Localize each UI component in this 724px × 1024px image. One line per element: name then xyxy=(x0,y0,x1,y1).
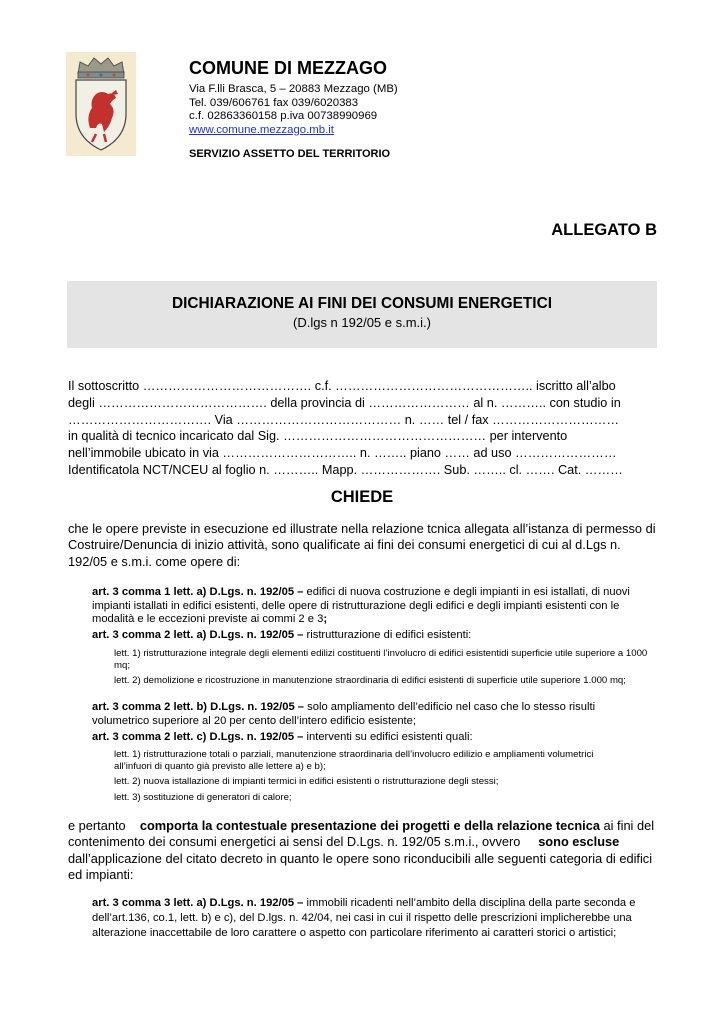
address: Via F.lli Brasca, 5 – 20883 Mezzago (MB) xyxy=(189,83,398,95)
intro-paragraph: che le opere previste in esecuzione ed illustrate nella relazione tcnica allegata all’istanza di permesso di Costruire/Denuncia di inizio attività, sono qualificate ai fini dei consumi energetici di cui al d.Lgs n. 192/05 e s.m.i. come opere di: xyxy=(68,521,656,569)
letterhead xyxy=(189,58,398,160)
article-text: interventi su edifici esistenti quali: xyxy=(303,731,473,743)
declaration-box xyxy=(67,281,657,348)
article-ref: art. 3 comma 1 lett. a) D.Lgs. n. 192/05 – xyxy=(92,586,304,598)
article-text: solo ampliamento dell’edificio nel caso che lo stesso risulti volumetrico superiore al 20 per cento dell’intero edificio esistente; xyxy=(92,701,596,727)
article-text: ristrutturazione di edifici esistenti: xyxy=(303,629,472,641)
comune-title: COMUNE DI MEZZAGO xyxy=(189,58,387,78)
article-text: immobili ricadenti nell’ambito della disciplina della parte seconda e dell’art.136, co.1, lett. b) e c), del D.lgs. n. 42/04, nei casi in cui il rispetto delle prescrizioni implicherebbe una alterazione inaccettabile de loro carattere o aspetto con particolare riferimento ai caratteri storici o artistici; xyxy=(92,897,636,939)
declarant-form xyxy=(68,378,656,479)
sub-item: lett. 3) sostituzione di generatori di calore; xyxy=(114,792,292,803)
article-ref: art. 3 comma 3 lett. a) D.Lgs. n. 192/05 – xyxy=(92,897,304,909)
pertanto-paragraph xyxy=(68,818,660,883)
form-line: in qualità di tecnico incaricato dal Sig. ………………………………………… per intervento xyxy=(68,429,568,444)
sub-item: lett. 2) demolizione e ricostruzione in manutenzione straordinaria di edifici esistenti di superficie utile superiore 1.000 mq; xyxy=(114,675,626,686)
form-line: ……………………………. Via ………………………………… n. …… tel / fax ………………………… xyxy=(68,412,620,427)
pertanto-text: dall’applicazione del citato decreto in quanto le opere sono riconducibili alle seguenti categoria di edifici ed impianti: xyxy=(68,850,653,882)
article-item xyxy=(92,586,652,627)
allegato-label: ALLEGATO B xyxy=(551,221,657,239)
form-line: nell’immobile ubicato in via ………………………….. n. …….. piano …… ad uso …………………… xyxy=(68,446,617,461)
declaration-title: DICHIARAZIONE AI FINI DEI CONSUMI ENERGETICI xyxy=(172,295,552,312)
form-line: degli …………………………………. della provincia di …………………… al n. ……….. con studio in xyxy=(68,395,621,410)
article-ref: art. 3 comma 2 lett. c) D.Lgs. n. 192/05 – xyxy=(92,731,304,743)
article-text: edifici di nuova costruzione e degli impianti in esi istallati, di nuovi impianti istallati in edifici esistenti, delle opere di ristrutturazione degli edifici e degli impianti esistenti con le modalità e le eccezioni previste ai commi 2 e 3 xyxy=(92,586,630,626)
article-end: ; xyxy=(323,613,328,626)
form-line: Il sottoscritto …………………………………. c.f. ……………………………………….. iscritto all’albo xyxy=(68,379,616,393)
article-item xyxy=(92,701,652,728)
phone-fax: Tel. 039/606761 fax 039/6020383 xyxy=(189,96,359,109)
article-ref: art. 3 comma 2 lett. a) D.Lgs. n. 192/05 – xyxy=(92,629,304,641)
website-link[interactable]: www.comune.mezzago.mb.it xyxy=(189,123,334,136)
sub-item: lett. 1) ristrutturazione integrale degli elementi edilizi costituenti l’involucro di edifici esistentidi superficie utile superiore a 1000 mq; xyxy=(114,648,648,671)
municipal-crest xyxy=(66,52,136,156)
pertanto-text: e pertanto xyxy=(68,818,140,833)
sub-item: lett. 1) ristrutturazione totali o parziali, manutenzione straordinaria dell’involucro edilizio e ampliamenti volumetrici all’infuori di quanto già previsto alle lettere a) e b); xyxy=(114,749,594,772)
chiede-heading: CHIEDE xyxy=(330,488,394,506)
pertanto-bold: comporta la contestuale presentazione dei progetti e della relazione tecnica xyxy=(139,818,600,833)
exclusion-article xyxy=(92,896,640,941)
pertanto-bold: sono escluse xyxy=(538,834,620,850)
form-line: Identificatola NCT/NCEU al foglio n. ……….. Mapp. ………………. Sub. …….. cl. ……. Cat. ……… xyxy=(68,462,623,477)
declaration-subtitle: (D.lgs n 192/05 e s.m.i.) xyxy=(293,315,431,330)
tax-codes: c.f. 02863360158 p.iva 00738990969 xyxy=(189,110,378,122)
sub-item: lett. 2) nuova istallazione di impianti termici in edifici esistenti o ristrutturazione degli stessi; xyxy=(114,776,499,787)
article-item xyxy=(92,629,652,643)
pertanto-text: ai fini del contenimento dei consumi energetici ai sensi del D.Lgs. n. 192/05 s.m.i., ovvero xyxy=(68,818,658,850)
article-item xyxy=(92,731,652,745)
article-ref: art. 3 comma 2 lett. b) D.Lgs. n. 192/05 – xyxy=(92,701,305,713)
service-name: SERVIZIO ASSETTO DEL TERRITORIO xyxy=(189,148,391,160)
